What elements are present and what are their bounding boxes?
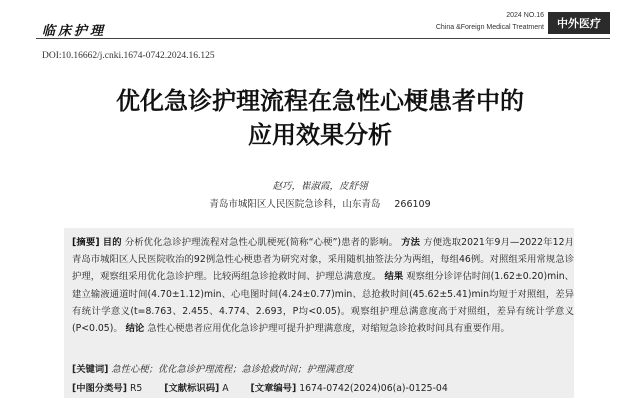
doc-code-value: A [222,383,229,394]
title-line-1: 优化急诊护理流程在急性心梗患者中的 [116,86,524,115]
paper-title [60,84,580,152]
results-label: 结果 [384,271,404,283]
issue-number: 2024 NO.16 [506,12,544,19]
conclusion-label: 结论 [125,323,145,335]
affiliation-zip: 266109 [394,199,431,210]
doi: DOI:10.16662/j.cnki.1674-0742.2024.16.125 [42,51,215,61]
classification-line [72,380,574,394]
article-no-label: [文章编号] [250,383,297,394]
results-text: 观察组分诊评估时间(1.62±0.20)min、建立输液通道时间(4.70±1.12)min、心电图时间(4.24±0.77)min、总抢救时间(45.62±5.41)min均短于对照组，差异有统计学意义(t=8.763、2.455、4.774、2.693，P均<0.05)。观察组护理总满意度高于对照组，差异有统计学意义(P<0.05)。 [72,271,574,335]
objective-label: 目的 [102,237,122,248]
methods-label: 方法 [401,237,421,248]
affiliation-org: 青岛市城阳区人民医院急诊科，山东青岛 [209,199,381,210]
methods-text: 方便选取2021年9月—2022年12月青岛市城阳区人民医院收治的92例急性心梗患者为研究对象，采用随机抽签法分为两组，每组46例。对照组采用常规急诊护理，观察组采用优化急诊护理。比较两组急诊抢救时间、护理总满意度。 [72,237,574,283]
conclusion-text: 急性心梗患者应用优化急诊护理可提升护理满意度，对缩短急诊抢救时间具有重要作用。 [147,323,510,335]
abstract [72,234,574,337]
authors: 赵巧，崔淑霞，皮舒翎 [272,181,368,192]
clc-label: [中图分类号] [72,383,127,394]
abstract-label: [摘要] [72,237,100,248]
objective-text: 分析优化急诊护理流程对急性心肌梗死(简称“心梗”)患者的影响。 [124,237,399,248]
keywords [72,361,574,375]
article-no-value: 1674-0742(2024)06(a)-0125-04 [299,383,448,394]
keywords-label: [关键词] [72,364,109,375]
title-line-2: 应用效果分析 [248,120,392,149]
journal-name-cn: 中外医疗 [548,12,610,34]
keywords-text: 急性心梗；优化急诊护理流程；急诊抢救时间；护理满意度 [111,364,354,375]
clc-value: R5 [129,383,143,394]
affiliation [0,196,640,210]
doc-code-label: [文献标识码] [164,383,220,394]
journal-name-en: China &Foreign Medical Treatment [435,24,544,31]
section-label: 临床护理 [42,24,107,39]
header-divider [36,38,610,39]
